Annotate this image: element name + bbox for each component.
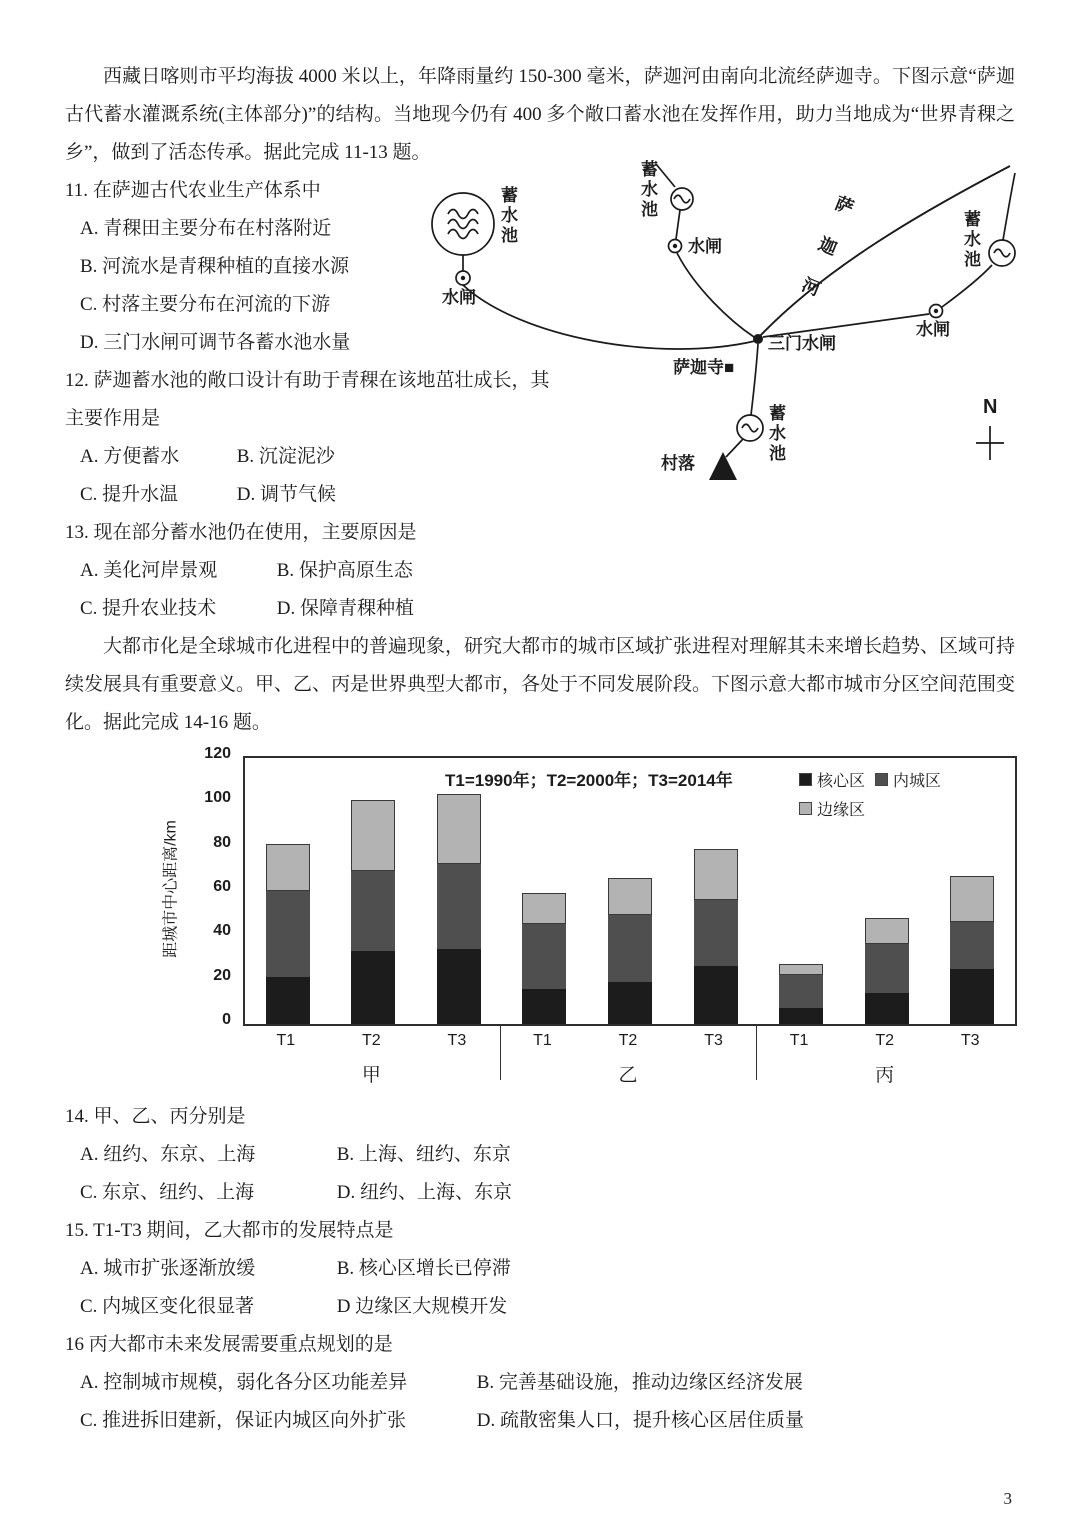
bar-segment-核心区 <box>608 982 652 1024</box>
q15-stem: 15. T1-T3 期间，乙大都市的发展特点是 <box>65 1220 394 1241</box>
legend-label: 内城区 <box>893 773 942 790</box>
q16-stem: 16 丙大都市未来发展需要重点规划的是 <box>65 1334 393 1355</box>
bar-segment-内城区 <box>694 900 738 967</box>
channel-left <box>463 285 755 349</box>
x-axis-groups <box>243 1056 1013 1090</box>
passage-1: 西藏日喀则市平均海拔 4000 米以上，年降雨量约 150-300 毫米，萨迦河由南向北流经萨迦寺。下图示意“萨迦古代蓄水灌溉系统(主体部分)”的结构。当地现今仍有 400 多个敞口蓄水池在发挥作用，助力当地成为“世界青稞之乡”，做到了活态传承。据此完成 11-13 题。 <box>65 66 1015 163</box>
bar-segment-内城区 <box>266 891 310 977</box>
q11-option-b: B. 河流水是青稞种植的直接水源 <box>80 256 350 277</box>
bar-segment-边缘区 <box>351 800 395 871</box>
x-tick-label: T2 <box>361 1032 381 1049</box>
chart-bars <box>245 758 1015 1024</box>
x-tick-label: T3 <box>704 1032 723 1049</box>
y-axis-title: 距城市中心距离/km <box>162 820 180 958</box>
bar-segment-边缘区 <box>266 844 310 891</box>
bar-丙-T3 <box>950 876 994 1025</box>
q14-options-row-2 <box>65 1174 1015 1212</box>
group-separator <box>756 1026 757 1080</box>
y-tick-label: 80 <box>213 833 231 851</box>
x-tick-label: T1 <box>533 1032 552 1049</box>
q13-option-a: A. 美化河岸景观 <box>80 560 218 581</box>
q15-option-c: C. 内城区变化很显著 <box>80 1296 255 1317</box>
q13-options-row-2 <box>65 590 1015 628</box>
x-axis <box>243 1026 1013 1090</box>
q11-option-c: C. 村落主要分布在河流的下游 <box>80 294 331 315</box>
q14-option-a: A. 纽约、东京、上海 <box>80 1144 256 1165</box>
y-tick-label: 40 <box>213 922 231 940</box>
x-tick-label: T2 <box>875 1032 894 1049</box>
q13-option-b: B. 保护高原生态 <box>276 560 413 581</box>
bar-segment-核心区 <box>779 1008 823 1024</box>
village-label: 村落 <box>661 454 695 473</box>
y-tick-label: 100 <box>204 789 231 807</box>
group-label: 丙 <box>875 1064 895 1086</box>
bar-segment-核心区 <box>437 949 481 1024</box>
legend-label: 核心区 <box>817 773 866 790</box>
bar-segment-边缘区 <box>950 876 994 923</box>
bar-乙-T2 <box>608 878 652 1024</box>
bar-segment-核心区 <box>351 951 395 1024</box>
x-tick-label: T1 <box>276 1032 296 1049</box>
reservoir-label-left: 蓄水池 <box>498 186 517 246</box>
q12-option-b: B. 沉淀泥沙 <box>236 446 335 467</box>
bar-segment-核心区 <box>522 989 566 1024</box>
q11-option-d: D. 三门水闸可调节各蓄水池水量 <box>80 332 351 353</box>
reservoir-label-right: 蓄水池 <box>961 210 980 270</box>
bar-segment-核心区 <box>865 993 909 1024</box>
x-tick-label: T3 <box>960 1032 980 1049</box>
bar-甲-T1 <box>266 844 310 1024</box>
bar-segment-核心区 <box>266 977 310 1024</box>
q15-option-a: A. 城市扩张逐渐放缓 <box>80 1258 256 1279</box>
bar-甲-T2 <box>351 800 395 1024</box>
reservoir-label-topmid: 蓄水池 <box>638 160 657 220</box>
bar-甲-T3 <box>437 794 481 1025</box>
x-tick-label: T2 <box>618 1032 638 1049</box>
q14-options-row-1 <box>65 1136 1015 1174</box>
x-tick-label: T3 <box>447 1032 467 1049</box>
y-tick-label: 20 <box>213 966 231 984</box>
q13-stem: 13. 现在部分蓄水池仍在使用，主要原因是 <box>65 522 417 543</box>
bar-segment-边缘区 <box>608 878 652 916</box>
q15-option-d: D 边缘区大规模开发 <box>336 1296 508 1317</box>
irrigation-diagram <box>430 158 1035 503</box>
q12-option-c: C. 提升水温 <box>80 484 179 505</box>
y-tick-label: 0 <box>222 1011 231 1028</box>
q14-stem: 14. 甲、乙、丙分别是 <box>65 1106 246 1127</box>
q12-option-d: D. 调节气候 <box>236 484 336 505</box>
channel-mid <box>677 253 754 337</box>
q12-option-a: A. 方便蓄水 <box>80 446 180 467</box>
q12-stem: 12. 萨迦蓄水池的敞口设计有助于青稞在该地茁壮成长，其主要作用是 <box>65 370 550 429</box>
bar-丙-T1 <box>779 964 823 1024</box>
q13-option-d: D. 保障青稞种植 <box>276 598 414 619</box>
sluice-label-mid: 水闸 <box>688 237 722 256</box>
chart-annotation: T1=1990年；T2=2000年；T3=2014年 <box>445 771 733 790</box>
bar-segment-内城区 <box>522 924 566 988</box>
bar-segment-核心区 <box>950 969 994 1024</box>
temple-label: 萨迦寺■ <box>673 358 735 377</box>
q14-option-c: C. 东京、纽约、上海 <box>80 1182 255 1203</box>
q13-options-row-1 <box>65 552 1015 590</box>
bar-segment-边缘区 <box>865 918 909 945</box>
q14-option-b: B. 上海、纽约、东京 <box>336 1144 511 1165</box>
x-axis-labels <box>243 1026 1013 1056</box>
bar-segment-边缘区 <box>437 794 481 865</box>
q16-option-b: B. 完善基础设施，推动边缘区经济发展 <box>476 1372 803 1393</box>
y-axis-ticks <box>183 745 237 1028</box>
north-label: N <box>983 396 998 418</box>
bar-segment-内城区 <box>865 944 909 993</box>
village-triangle <box>709 452 737 480</box>
group-label: 乙 <box>618 1064 638 1086</box>
q15-options-row-2 <box>65 1288 1015 1326</box>
metropolis-chart <box>65 745 1015 1090</box>
bar-segment-边缘区 <box>522 893 566 924</box>
q15-options-row-1 <box>65 1250 1015 1288</box>
reservoir-label-bottom: 蓄水池 <box>766 404 785 464</box>
bar-segment-边缘区 <box>694 849 738 900</box>
y-tick-label: 60 <box>213 878 231 895</box>
bar-segment-内城区 <box>437 864 481 948</box>
bar-乙-T1 <box>522 893 566 1024</box>
bar-segment-内城区 <box>779 975 823 1008</box>
bar-丙-T2 <box>865 918 909 1024</box>
q11-stem: 11. 在萨迦古代农业生产体系中 <box>65 180 321 201</box>
sluice-label-right: 水闸 <box>916 320 950 339</box>
chart-plot-area <box>243 756 1017 1026</box>
q16-options-row-1 <box>65 1364 1015 1402</box>
q14-option-d: D. 纽约、上海、东京 <box>336 1182 512 1203</box>
q11-option-a: A. 青稞田主要分布在村落附近 <box>80 218 332 239</box>
bar-segment-核心区 <box>694 966 738 1024</box>
page-number: 3 <box>1003 1489 1012 1508</box>
bar-乙-T3 <box>694 849 738 1024</box>
q16-option-d: D. 疏散密集人口，提升核心区居住质量 <box>476 1410 804 1431</box>
question-11-12-section <box>65 160 1015 514</box>
sanmen-junction-dot <box>753 334 763 344</box>
bar-segment-内城区 <box>351 871 395 951</box>
bar-segment-边缘区 <box>779 964 823 975</box>
reservoir-circle-large <box>432 193 494 255</box>
passage-2: 大都市化是全球城市化进程中的普遍现象，研究大都市的城市区域扩张进程对理解其未来增长趋势、区域可持续发展具有重要意义。甲、乙、丙是世界典型大都市，各处于不同发展阶段。下图示意大都市城市分区空间范围变化。据此完成 14-16 题。 <box>65 636 1016 733</box>
bar-segment-内城区 <box>950 922 994 969</box>
x-tick-label: T1 <box>789 1032 809 1049</box>
bar-segment-内城区 <box>608 915 652 982</box>
y-tick-label: 120 <box>204 745 231 762</box>
q16-option-a: A. 控制城市规模，弱化各分区功能差异 <box>80 1372 408 1393</box>
group-separator <box>500 1026 501 1080</box>
sluice-label-left: 水闸 <box>442 288 476 307</box>
q16-option-c: C. 推进拆旧建新，保证内城区向外扩张 <box>80 1410 407 1431</box>
q15-option-b: B. 核心区增长已停滞 <box>336 1258 511 1279</box>
legend-label: 边缘区 <box>817 802 866 819</box>
group-label: 甲 <box>361 1064 381 1086</box>
river-label: 萨迦河 <box>788 192 857 323</box>
q16-options-row-2 <box>65 1402 1015 1440</box>
sanmen-label: 三门水闸 <box>768 334 836 353</box>
q13-option-c: C. 提升农业技术 <box>80 598 217 619</box>
